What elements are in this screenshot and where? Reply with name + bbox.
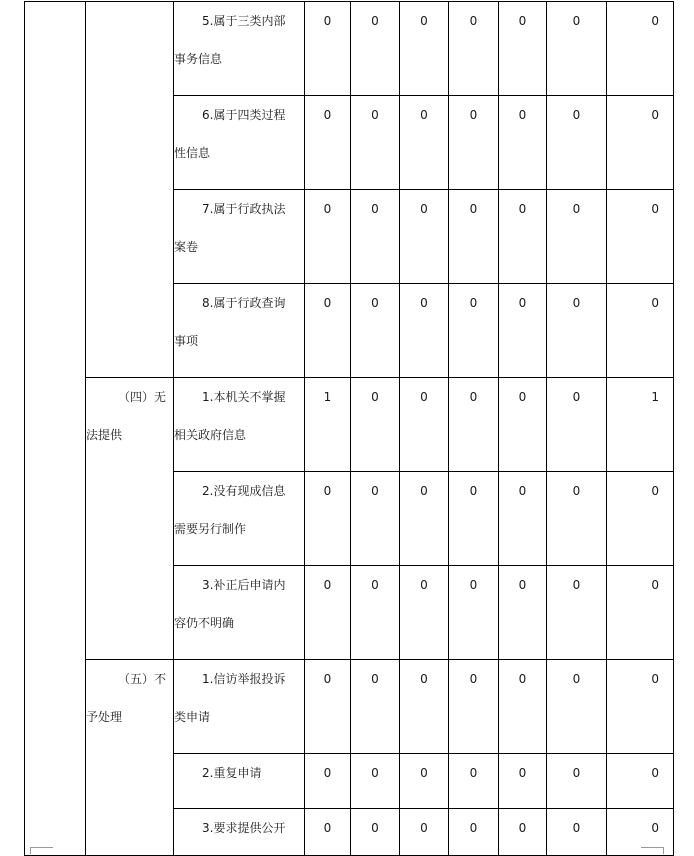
value-cell: 0 [499, 566, 547, 660]
item-label-line1: 5.属于三类内部 [202, 14, 286, 28]
value-cell: 0 [351, 754, 400, 809]
value-cell: 0 [305, 809, 351, 856]
page-corner-mark-left [30, 847, 53, 854]
value-cell: 0 [547, 566, 607, 660]
value-cell: 0 [351, 284, 400, 378]
item-label-cell [174, 378, 305, 472]
item-label-line2: 性信息 [174, 146, 211, 160]
value-cell: 0 [607, 472, 674, 566]
value-cell: 0 [305, 660, 351, 754]
value-cell: 0 [305, 754, 351, 809]
item-label-line2: 类申请 [174, 710, 211, 724]
value-cell: 0 [449, 378, 499, 472]
value-cell: 0 [499, 2, 547, 96]
item-label-line1: 2.没有现成信息 [202, 484, 286, 498]
value-cell: 0 [547, 96, 607, 190]
value-cell: 0 [499, 284, 547, 378]
value-cell: 0 [400, 2, 449, 96]
table-row [25, 378, 674, 472]
value-cell: 1 [607, 378, 674, 472]
value-cell: 0 [305, 96, 351, 190]
item-label-cell [174, 190, 305, 284]
value-cell: 0 [499, 754, 547, 809]
value-cell: 0 [449, 809, 499, 856]
value-cell: 0 [351, 2, 400, 96]
value-cell: 0 [499, 660, 547, 754]
value-cell: 1 [305, 378, 351, 472]
page-corner-mark-right [641, 847, 664, 854]
value-cell: 0 [547, 284, 607, 378]
value-cell: 0 [351, 472, 400, 566]
value-cell: 0 [449, 190, 499, 284]
value-cell: 0 [400, 284, 449, 378]
item-label-line2: 容仍不明确 [174, 616, 235, 630]
value-cell: 0 [607, 660, 674, 754]
value-cell: 0 [305, 284, 351, 378]
value-cell: 0 [351, 378, 400, 472]
value-cell: 0 [449, 754, 499, 809]
item-label-cell [174, 754, 305, 809]
value-cell: 0 [547, 190, 607, 284]
value-cell: 0 [400, 378, 449, 472]
value-cell: 0 [607, 2, 674, 96]
item-label-line1: 3.要求提供公开 [202, 821, 286, 835]
value-cell: 0 [305, 2, 351, 96]
value-cell: 0 [607, 190, 674, 284]
statistics-table [24, 1, 674, 856]
item-label-cell [174, 284, 305, 378]
category-label-line2: 法提供 [86, 428, 123, 442]
item-label-line1: 1.信访举报投诉 [202, 672, 286, 686]
value-cell: 0 [547, 809, 607, 856]
value-cell: 0 [400, 472, 449, 566]
item-label-line1: 3.补正后申请内 [202, 578, 286, 592]
value-cell: 0 [305, 566, 351, 660]
item-label-cell [174, 96, 305, 190]
item-label-line2: 相关政府信息 [174, 428, 247, 442]
value-cell: 0 [449, 96, 499, 190]
value-cell: 0 [400, 190, 449, 284]
value-cell: 0 [547, 472, 607, 566]
value-cell: 0 [400, 96, 449, 190]
category-cell [86, 660, 174, 856]
value-cell: 0 [305, 472, 351, 566]
item-label-cell [174, 809, 305, 856]
table-row [25, 2, 674, 96]
value-cell: 0 [499, 809, 547, 856]
category-label-line1: （五）不 [118, 672, 167, 686]
category-cell [86, 2, 174, 378]
value-cell: 0 [607, 754, 674, 809]
item-label-line1: 7.属于行政执法 [202, 202, 286, 216]
value-cell: 0 [547, 660, 607, 754]
value-cell: 0 [305, 190, 351, 284]
value-cell: 0 [400, 754, 449, 809]
item-label-cell [174, 660, 305, 754]
item-label-line1: 1.本机关不掌握 [202, 390, 286, 404]
item-label-line2: 事务信息 [174, 52, 223, 66]
value-cell: 0 [449, 2, 499, 96]
value-cell: 0 [607, 96, 674, 190]
value-cell: 0 [400, 660, 449, 754]
value-cell: 0 [400, 566, 449, 660]
item-label-line1: 8.属于行政查询 [202, 296, 286, 310]
value-cell: 0 [499, 96, 547, 190]
value-cell: 0 [351, 96, 400, 190]
value-cell: 0 [499, 472, 547, 566]
item-label-line1: 2.重复申请 [202, 766, 262, 780]
item-label-line2: 案卷 [174, 240, 199, 254]
value-cell: 0 [351, 566, 400, 660]
value-cell: 0 [351, 660, 400, 754]
category-cell [86, 378, 174, 660]
value-cell: 0 [607, 566, 674, 660]
item-label-cell [174, 566, 305, 660]
value-cell: 0 [607, 284, 674, 378]
value-cell: 0 [499, 190, 547, 284]
value-cell: 0 [607, 809, 674, 856]
item-label-line2: 需要另行制作 [174, 522, 247, 536]
item-label-line1: 6.属于四类过程 [202, 108, 286, 122]
table-body [25, 2, 674, 856]
value-cell: 0 [547, 2, 607, 96]
table-row [25, 660, 674, 754]
value-cell: 0 [400, 809, 449, 856]
value-cell: 0 [547, 754, 607, 809]
value-cell: 0 [499, 378, 547, 472]
item-label-cell [174, 472, 305, 566]
value-cell: 0 [547, 378, 607, 472]
value-cell: 0 [351, 190, 400, 284]
value-cell: 0 [449, 660, 499, 754]
item-label-cell [174, 2, 305, 96]
item-label-line2: 事项 [174, 334, 199, 348]
outer-category-cell [25, 2, 86, 856]
value-cell: 0 [449, 566, 499, 660]
category-label-line2: 予处理 [86, 710, 123, 724]
value-cell: 0 [351, 809, 400, 856]
value-cell: 0 [449, 472, 499, 566]
category-label-line1: （四）无 [118, 390, 167, 404]
value-cell: 0 [449, 284, 499, 378]
